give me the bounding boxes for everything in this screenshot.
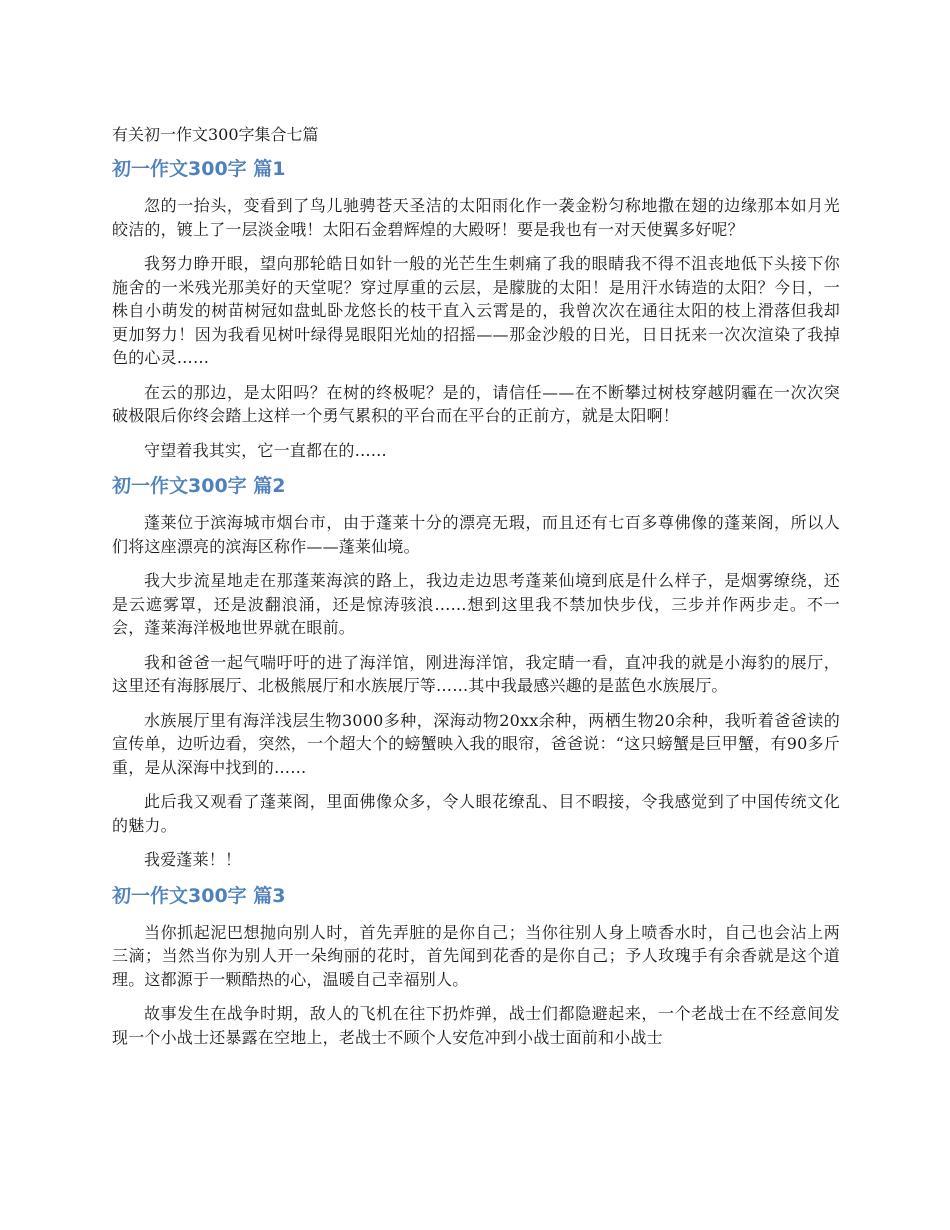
document-title: 有关初一作文300字集合七篇 — [112, 125, 319, 144]
paragraph: 我努力睁开眼，望向那轮皓日如针一般的光芒生生刺痛了我的眼睛我不得不沮丧地低下头接下你施舍的一米残光那美好的天堂呢？穿过厚重的云层，是朦胧的太阳！是用汗水铸造的太阳？今日，一株自小萌发的树苗树冠如盘虬卧龙悠长的枝干直入云霄是的，我曾次次在通往太阳的枝上滑落但我却更加努力！因为我看见树叶绿得晃眼阳光灿的招摇——那金沙般的日光，日日抚来一次次渲染了我掉色的心灵…… — [112, 254, 840, 367]
section-1 — [112, 156, 840, 462]
paragraph: 我大步流星地走在那蓬莱海滨的路上，我边走边思考蓬莱仙境到底是什么样子，是烟雾缭绕，还是云遮雾罩，还是波翻浪涌，还是惊涛骇浪……想到这里我不禁加快步伐，三步并作两步走。不一会，蓬莱海洋极地世界就在眼前。 — [112, 571, 840, 637]
paragraph: 在云的那边，是太阳吗？在树的终极呢？是的，请信任——在不断攀过树枝穿越阴霾在一次次突破极限后你终会踏上这样一个勇气累积的平台而在平台的正前方，就是太阳啊！ — [112, 382, 840, 425]
paragraph: 守望着我其实，它一直都在的…… — [144, 440, 388, 460]
paragraph: 蓬莱位于滨海城市烟台市，由于蓬莱十分的漂亮无瑕，而且还有七百多尊佛像的蓬莱阁，所以人们将这座漂亮的滨海区称作——蓬莱仙境。 — [112, 513, 840, 556]
paragraph: 水族展厅里有海洋浅层生物3000多种，深海动物20xx余种，两栖生物20余种，我听着爸爸读的宣传单，边听边看，突然，一个超大个的螃蟹映入我的眼帘，爸爸说：“这只螃蟹是巨甲蟹，有90多斤重，是从深海中找到的…… — [112, 710, 840, 777]
paragraph: 我爱蓬莱！！ — [144, 850, 242, 869]
paragraph: 我和爸爸一起气喘吁吁的进了海洋馆，刚进海洋馆，我定睛一看，直冲我的就是小海豹的展厅，这里还有海豚展厅、北极熊展厅和水族展厅等……其中我最感兴趣的是蓝色水族展厅。 — [112, 652, 840, 695]
section-heading: 初一作文300字 篇1 — [112, 158, 286, 180]
section-heading: 初一作文300字 篇2 — [112, 475, 286, 497]
paragraph: 当你抓起泥巴想抛向别人时，首先弄脏的是你自己；当你往别人身上喷香水时，自己也会沾上两三滴；当然当你为别人开一朵绚丽的花时，首先闻到花香的是你自己；予人玫瑰手有余香就是这个道理。这都源于一颗酷热的心，温暖自己幸福别人。 — [112, 922, 840, 989]
paragraph: 此后我又观看了蓬莱阁，里面佛像众多，令人眼花缭乱、目不暇接，令我感觉到了中国传统文化的魅力。 — [112, 792, 840, 835]
section-3 — [112, 883, 840, 1050]
section-2 — [112, 473, 840, 872]
paragraph: 故事发生在战争时期，敌人的飞机在往下扔炸弹，战士们都隐避起来，一个老战士在不经意间发现一个小战士还暴露在空地上，老战士不顾个人安危冲到小战士面前和小战士 — [112, 1004, 840, 1047]
document-page — [112, 122, 840, 1060]
paragraph: 忽的一抬头，变看到了鸟儿驰骋苍天圣洁的太阳雨化作一袭金粉匀称地撒在翅的边缘那本如月光皎洁的，镀上了一层淡金哦！太阳石金碧辉煌的大殿呀！要是我也有一对天使翼多好呢？ — [112, 196, 840, 239]
section-heading: 初一作文300字 篇3 — [112, 884, 286, 907]
